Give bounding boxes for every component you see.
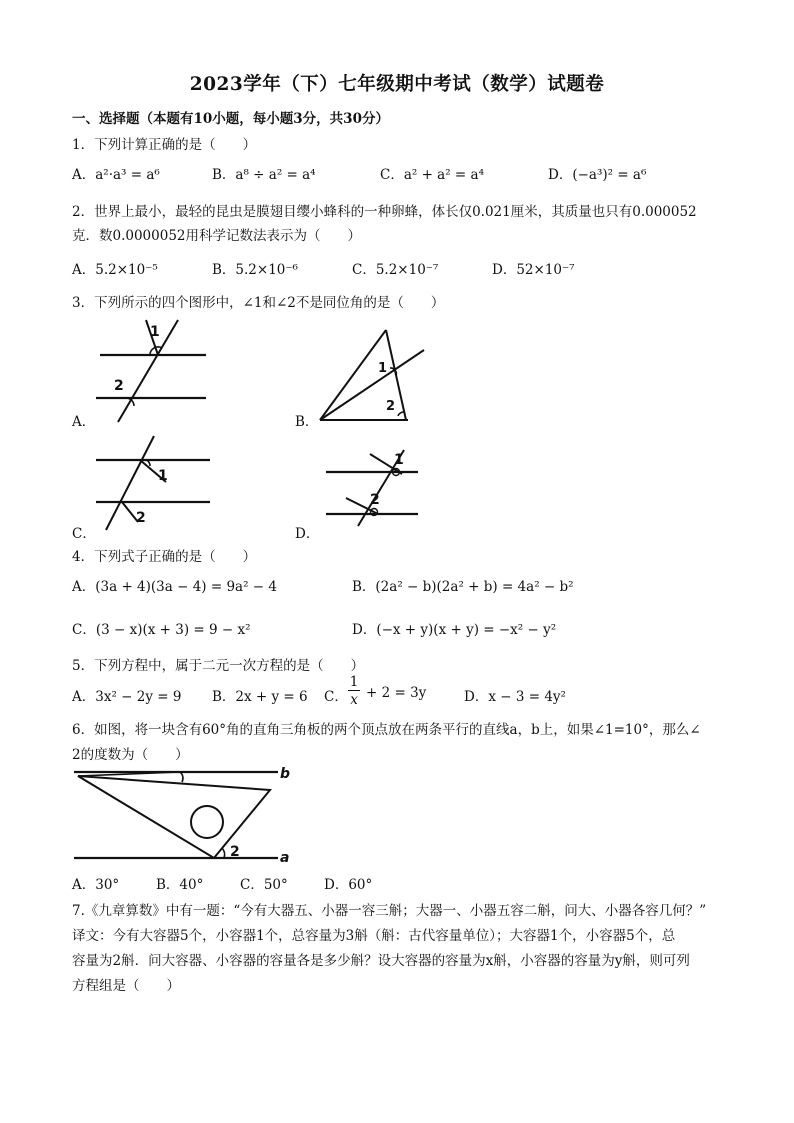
- question-6-stem-line1: 6．如图，将一块含有60°角的直角三角板的两个顶点放在两条平行的直线a，b上，如果∠1=10°，那么∠: [72, 722, 701, 738]
- angle-2-label: 2: [370, 492, 380, 508]
- q1-option-a: A．a²·a³ = a⁶: [72, 167, 160, 183]
- q1-option-c: C．a² + a² = a⁴: [380, 167, 484, 183]
- q3-figure-c: [92, 432, 217, 532]
- q5-option-c-label: C．: [324, 689, 348, 705]
- question-2-stem-line1: 2．世界上最小，最轻的昆虫是膜翅目缨小蜂科的一种卵蜂，体长仅0.021厘米，其质量也只有0.000052: [72, 204, 697, 220]
- question-7-stem-line1: 7.《九章算数》中有一题：“今有大器五、小器一容三斛；大器一、小器五容二斛，问大、小器各容几何？”: [72, 903, 707, 919]
- q6-option-b: B．40°: [156, 877, 204, 893]
- angle-1-label: 1: [394, 452, 404, 468]
- question-7-stem-line2: 译文：今有大容器5个，小容器1个，总容量为3斛（斛：古代容量单位）；大容器1个，小容器5个，总: [72, 928, 676, 944]
- section-heading: 一、选择题（本题有10小题，每小题3分，共30分）: [72, 111, 389, 127]
- angle-2-label: 2: [114, 378, 124, 394]
- q3-label-b: B．: [295, 414, 319, 430]
- q4-option-b: B．(2a² − b)(2a² + b) = 4a² − b²: [352, 579, 574, 595]
- line-b-label: b: [280, 766, 291, 782]
- q4-option-a: A．(3a + 4)(3a − 4) = 9a² − 4: [72, 579, 277, 595]
- q3-label-c: C．: [72, 526, 96, 542]
- question-3-stem: 3．下列所示的四个图形中，∠1和∠2不是同位角的是（ ）: [72, 295, 445, 311]
- q4-option-c: C．(3 − x)(x + 3) = 9 − x²: [72, 622, 251, 638]
- q3-figure-b: [316, 328, 431, 423]
- q3-label-a: A．: [72, 414, 96, 430]
- question-1-stem: 1．下列计算正确的是（ ）: [72, 137, 257, 153]
- q6-option-c: C．50°: [240, 877, 288, 893]
- q5-option-b: B．2x + y = 6: [212, 689, 308, 705]
- q4-option-d: D．(−x + y)(x + y) = −x² − y²: [352, 622, 557, 638]
- line-a-label: a: [280, 850, 290, 866]
- question-2-stem-line2: 克．数0.0000052用科学记数法表示为（ ）: [72, 228, 362, 244]
- q5-option-c-denominator: x: [350, 692, 358, 708]
- angle-1-label: 1: [150, 324, 160, 340]
- question-5-stem: 5．下列方程中，属于二元一次方程的是（ ）: [72, 658, 365, 674]
- q1-option-d: D．(−a³)² = a⁶: [548, 167, 647, 183]
- angle-1-label: 1: [158, 468, 168, 484]
- q1-option-b: B．a⁸ ÷ a² = a⁴: [212, 167, 316, 183]
- q3-figure-d: [322, 448, 422, 528]
- question-4-stem: 4．下列式子正确的是（ ）: [72, 549, 257, 565]
- q5-option-c-numerator: 1: [349, 674, 359, 690]
- q6-option-d: D．60°: [324, 877, 373, 893]
- angle-1-label: 1: [378, 361, 388, 376]
- angle-2-label: 2: [136, 510, 146, 526]
- q3-label-d: D．: [295, 526, 320, 542]
- page-title: 2023学年（下）七年级期中考试（数学）试题卷: [189, 74, 605, 95]
- q5-option-c-rest: + 2 = 3y: [366, 685, 427, 701]
- q2-option-a: A．5.2×10⁻⁵: [72, 262, 158, 278]
- q5-option-a: A．3x² − 2y = 9: [72, 689, 182, 705]
- question-7-stem-line4: 方程组是（ ）: [72, 978, 180, 994]
- angle-2-label: 2: [386, 399, 396, 414]
- question-7-stem-line3: 容量为2斛．问大容器、小容器的容量各是多少斛？设大容器的容量为x斛，小容器的容量为y斛，则可列: [72, 953, 690, 969]
- q6-figure: [72, 764, 292, 864]
- q2-option-c: C．5.2×10⁻⁷: [352, 262, 439, 278]
- q6-option-a: A．30°: [72, 877, 120, 893]
- question-6-stem-line2: 2的度数为（ ）: [72, 747, 189, 763]
- angle-2-label: 2: [230, 844, 240, 860]
- q2-option-d: D．52×10⁻⁷: [492, 262, 575, 278]
- q3-figure-a: [90, 318, 210, 423]
- q5-option-d: D．x − 3 = 4y²: [464, 689, 566, 705]
- q2-option-b: B．5.2×10⁻⁶: [212, 262, 298, 278]
